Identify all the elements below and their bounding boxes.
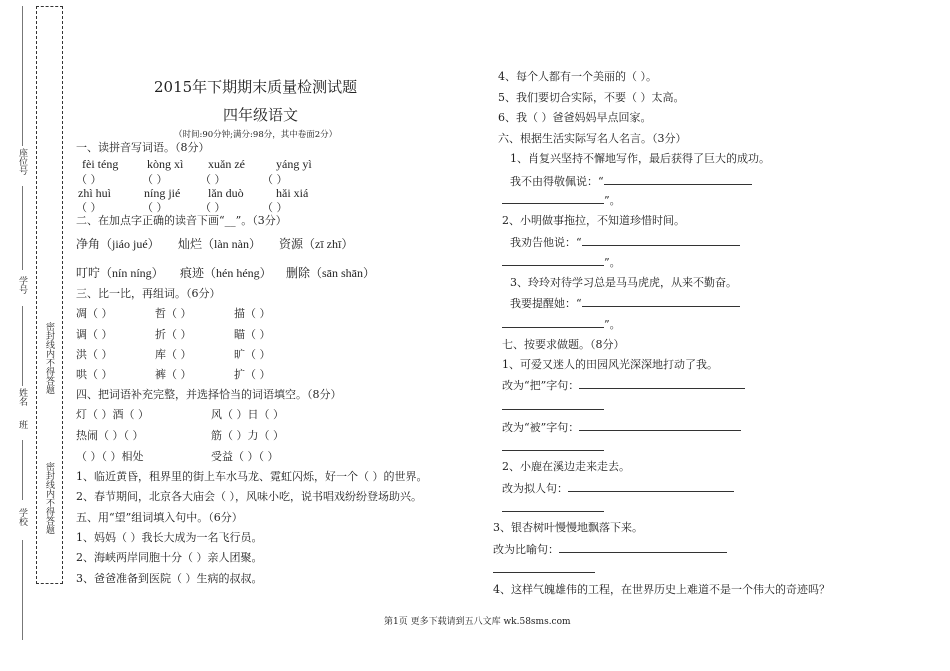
- fill-question[interactable]: 6、我（ ）爸爸妈妈早点回家。: [498, 111, 652, 124]
- answer-blank[interactable]: （ ）: [200, 201, 226, 214]
- fill-question[interactable]: 4、每个人都有一个美丽的（ ）。: [498, 70, 657, 83]
- section-4-heading: 四、把词语补充完整，并选择恰当的词语填空。（8分）: [76, 388, 342, 401]
- quote-prompt: 我劝告他说：“: [510, 236, 582, 249]
- section-5-heading: 五、用“望”组词填入句中。（6分）: [76, 511, 243, 524]
- idiom-blank[interactable]: 筋（ ）力（ ）: [211, 429, 284, 442]
- question-text: 1、肖复兴坚持不懈地写作，最后获得了巨大的成功。: [510, 152, 770, 165]
- word-blank[interactable]: 洪（ ）: [76, 348, 113, 361]
- rewrite-line: [493, 542, 727, 556]
- quote-input[interactable]: [604, 174, 752, 185]
- rewrite-input[interactable]: [502, 440, 604, 451]
- pinyin: lǎn duò: [208, 186, 244, 200]
- rewrite-prompt: 改为拟人句：: [502, 482, 568, 495]
- question-text: 1、可爱又迷人的田园风光深深地打动了我。: [502, 358, 718, 371]
- idiom-blank[interactable]: 热闹（ ）（ ）: [76, 429, 144, 442]
- fill-question[interactable]: 3、爸爸准备到医院（ ）生病的叔叔。: [76, 572, 263, 585]
- reading-choice[interactable]: 资源（zī zhī）: [279, 237, 354, 251]
- quote-input[interactable]: [582, 296, 740, 307]
- answer-blank[interactable]: （ ）: [200, 173, 226, 186]
- rewrite-input[interactable]: [493, 562, 595, 573]
- rewrite-input[interactable]: [502, 501, 604, 512]
- pinyin: fèi téng: [82, 157, 119, 171]
- quote-close: ”。: [604, 256, 621, 269]
- quote-line: [510, 235, 740, 249]
- seal-text: 密封线内不得答题: [44, 322, 54, 394]
- school-label: 学校: [17, 508, 27, 526]
- rewrite-prompt: 改为“把”字句：: [502, 379, 580, 392]
- fill-question[interactable]: 1、临近黄昏，租界里的街上车水马龙、霓虹闪烁，好一个（ ）的世界。: [76, 470, 428, 483]
- seal-text: 密封线内不得答题: [44, 462, 54, 534]
- section-3-heading: 三、比一比，再组词。（6分）: [76, 287, 221, 300]
- reading-choice[interactable]: 删除（sān shān）: [286, 266, 375, 280]
- quote-line: [502, 317, 621, 331]
- margin-line: [22, 186, 23, 270]
- rewrite-input[interactable]: [579, 378, 745, 389]
- quote-input[interactable]: [502, 317, 604, 328]
- exam-subject: 四年级语文: [223, 106, 299, 124]
- section-6-heading: 六、根据生活实际写名人名言。（3分）: [498, 132, 687, 145]
- rewrite-input[interactable]: [579, 420, 741, 431]
- word-blank[interactable]: 库（ ）: [155, 348, 192, 361]
- word-blank[interactable]: 扩（ ）: [234, 368, 271, 381]
- section-7-heading: 七、按要求做题。（8分）: [502, 338, 625, 351]
- pinyin: níng jié: [144, 186, 181, 200]
- rewrite-line: [502, 378, 745, 392]
- quote-line: [502, 193, 621, 207]
- word-blank[interactable]: 旷（ ）: [234, 348, 271, 361]
- quote-close: ”。: [604, 194, 621, 207]
- quote-line: [502, 255, 621, 269]
- name-label: 姓名: [17, 388, 27, 406]
- word-blank[interactable]: 调（ ）: [76, 328, 113, 341]
- idiom-blank[interactable]: （ ）（ ）相处: [76, 450, 144, 463]
- quote-close: ”。: [604, 318, 621, 331]
- question-text: 3、玲玲对待学习总是马马虎虎，从来不勤奋。: [510, 276, 737, 289]
- reading-choice[interactable]: 痕迹（hén héng）: [180, 266, 272, 280]
- word-blank[interactable]: 哄（ ）: [76, 368, 113, 381]
- reading-choice[interactable]: 灿烂（làn nàn）: [178, 237, 261, 251]
- quote-input[interactable]: [502, 255, 604, 266]
- student-id-label: 学号: [17, 276, 27, 294]
- word-blank[interactable]: 凋（ ）: [76, 307, 113, 320]
- rewrite-line: [502, 440, 604, 454]
- question-text: 2、小鹿在溪边走来走去。: [502, 460, 630, 473]
- rewrite-line: [502, 501, 604, 515]
- question-text: 4、这样气魄雄伟的工程，在世界历史上难道不是一个伟大的奇迹吗？: [493, 583, 830, 596]
- margin-line: [22, 6, 23, 146]
- pinyin: hǎi xiá: [276, 186, 309, 200]
- word-blank[interactable]: 哲（ ）: [155, 307, 192, 320]
- answer-blank[interactable]: （ ）: [262, 173, 288, 186]
- fill-question[interactable]: 1、妈妈（ ）我长大成为一名飞行员。: [76, 531, 263, 544]
- fill-question[interactable]: 2、海峡两岸同胞十分（ ）亲人团聚。: [76, 551, 263, 564]
- rewrite-line: [502, 481, 734, 495]
- answer-blank[interactable]: （ ）: [76, 201, 102, 214]
- question-text: 2、小明做事拖拉，不知道珍惜时间。: [502, 214, 685, 227]
- page-footer: 第1页 更多下载请到五八文库 wk.58sms.com: [384, 617, 571, 627]
- pinyin: zhì huì: [78, 186, 111, 200]
- reading-choice[interactable]: 叮咛（nín níng）: [76, 266, 164, 280]
- exam-note: （时间:90分钟;满分:98分，其中卷面2分）: [174, 130, 338, 140]
- answer-blank[interactable]: （ ）: [76, 173, 102, 186]
- quote-input[interactable]: [582, 235, 740, 246]
- margin-line: [22, 306, 23, 386]
- word-blank[interactable]: 描（ ）: [234, 307, 271, 320]
- quote-prompt: 我要提醒她：“: [510, 297, 582, 310]
- rewrite-line: [502, 420, 741, 434]
- rewrite-prompt: 改为“被”字句：: [502, 421, 580, 434]
- word-blank[interactable]: 折（ ）: [155, 328, 192, 341]
- fill-question[interactable]: 5、我们要切合实际，不要（ ）太高。: [498, 91, 685, 104]
- answer-blank[interactable]: （ ）: [262, 201, 288, 214]
- pinyin: yáng yì: [276, 157, 312, 171]
- section-1-heading: 一、读拼音写词语。（8分）: [76, 141, 210, 154]
- answer-blank[interactable]: （ ）: [142, 173, 168, 186]
- rewrite-line: [493, 562, 595, 576]
- fill-question[interactable]: 2、春节期间，北京各大庙会（ ），风味小吃，说书唱戏纷纷登场助兴。: [76, 490, 422, 503]
- pinyin: kòng xì: [147, 157, 184, 171]
- quote-line: [510, 296, 740, 310]
- idiom-blank[interactable]: 风（ ）日（ ）: [211, 408, 284, 421]
- rewrite-prompt: 改为比喻句：: [493, 543, 559, 556]
- word-blank[interactable]: 瞄（ ）: [234, 328, 271, 341]
- idiom-blank[interactable]: 灯（ ）酒（ ）: [76, 408, 149, 421]
- margin-line: [22, 440, 23, 500]
- quote-line: [510, 174, 752, 188]
- rewrite-line: [502, 399, 604, 413]
- seat-number-label: 座位号: [17, 148, 27, 175]
- idiom-blank[interactable]: 受益（ ）（ ）: [211, 450, 279, 463]
- class-label: 班: [17, 420, 27, 429]
- reading-choice[interactable]: 净角（jiáo jué）: [76, 237, 160, 251]
- rewrite-input[interactable]: [559, 542, 727, 553]
- rewrite-input[interactable]: [502, 399, 604, 410]
- margin-line: [22, 540, 23, 640]
- word-blank[interactable]: 裤（ ）: [155, 368, 192, 381]
- answer-blank[interactable]: （ ）: [142, 201, 168, 214]
- pinyin: xuǎn zé: [208, 157, 245, 171]
- quote-input[interactable]: [502, 193, 604, 204]
- question-text: 3、银杏树叶慢慢地飘落下来。: [493, 521, 643, 534]
- rewrite-input[interactable]: [568, 481, 734, 492]
- exam-title: 2015年下期期末质量检测试题: [154, 78, 358, 96]
- quote-prompt: 我不由得敬佩说：“: [510, 175, 604, 188]
- section-2-heading: 二、在加点字正确的读音下画“__”。（3分）: [76, 214, 287, 227]
